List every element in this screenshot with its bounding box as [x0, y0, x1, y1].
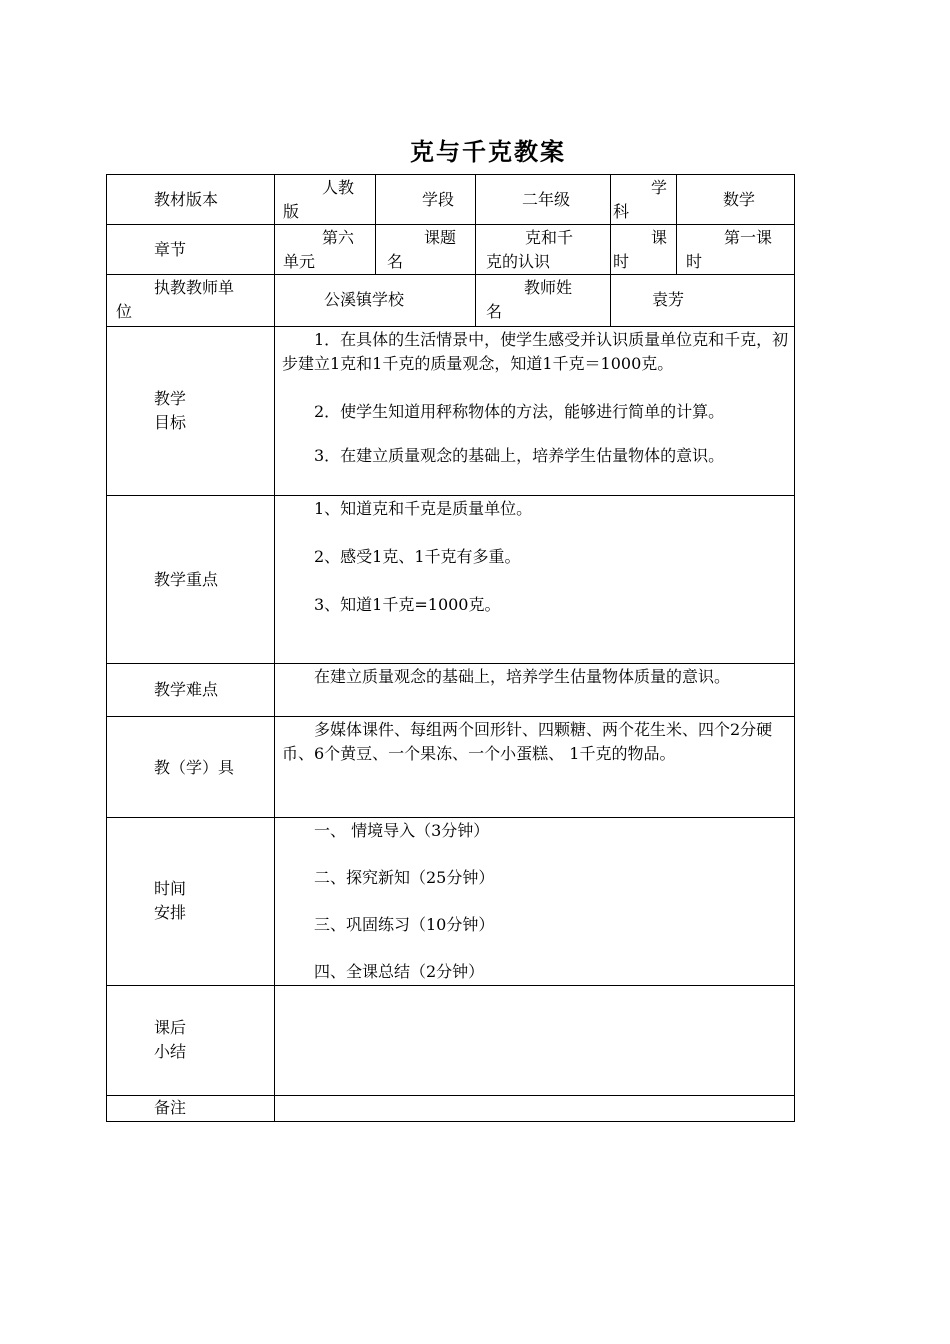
topic-label-line2: 名 — [387, 252, 404, 271]
schedule-content — [282, 819, 790, 984]
column-divider — [475, 174, 476, 327]
column-divider — [375, 174, 376, 275]
schedule-item: 二、探究新知（25分钟） — [314, 868, 495, 887]
row-divider — [106, 224, 795, 225]
lesson-plan-table — [106, 174, 795, 1122]
difficulty-label: 教学难点 — [154, 680, 219, 699]
goal-item: 1．在具体的生活情景中，使学生感受并认识质量单位克和千克，初步建立1克和1千克的质量观念，知道1千克＝1000克。 — [282, 330, 789, 373]
row-divider — [106, 326, 795, 327]
teacher-label-line1: 教师姓 — [524, 278, 573, 297]
stage-label: 学段 — [422, 190, 455, 209]
goals-label-line2: 目标 — [154, 413, 187, 432]
table-border-right — [794, 174, 795, 1122]
tools-text: 多媒体课件、每组两个回形针、四颗糖、两个花生米、四个2分硬币、6个黄豆、一个果冻、一个小蛋糕、 1千克的物品。 — [282, 720, 773, 763]
teacher-label-line2: 名 — [486, 302, 503, 321]
row-divider — [106, 1095, 795, 1096]
goal-item: 2．使学生知道用秤称物体的方法，能够进行简单的计算。 — [314, 402, 725, 421]
stage-value: 二年级 — [522, 190, 571, 209]
column-divider — [610, 174, 611, 327]
period-value-line2: 时 — [686, 252, 703, 271]
teacher-value: 袁芳 — [652, 290, 685, 309]
schedule-item: 一、 情境导入（3分钟） — [314, 821, 490, 840]
schedule-label-line2: 安排 — [154, 903, 187, 922]
summary-label-line1: 课后 — [154, 1018, 187, 1037]
topic-value-line2: 克的认识 — [486, 252, 551, 271]
goals-content — [282, 328, 790, 468]
unit-value: 公溪镇学校 — [324, 290, 405, 309]
table-border-left — [106, 174, 107, 1122]
schedule-label-line1: 时间 — [154, 879, 187, 898]
keypoints-content — [282, 497, 790, 617]
subject-label-line2: 科 — [613, 202, 630, 221]
table-border-bottom — [106, 1121, 795, 1122]
subject-value: 数学 — [723, 190, 756, 209]
keypoint-item: 2、感受1克、1千克有多重。 — [314, 547, 521, 566]
chapter-label: 章节 — [154, 240, 187, 259]
schedule-item: 三、巩固练习（10分钟） — [314, 915, 495, 934]
tools-label: 教（学）具 — [154, 758, 235, 777]
chapter-value-line2: 单元 — [283, 252, 316, 271]
schedule-item: 四、全课总结（2分钟） — [314, 962, 485, 981]
table-border-top — [106, 174, 795, 175]
topic-value-line1: 克和千 — [525, 228, 574, 247]
keypoints-label: 教学重点 — [154, 570, 219, 589]
chapter-value-line1: 第六 — [322, 228, 355, 247]
unit-label-line1: 执教教师单 — [154, 278, 235, 297]
remarks-label: 备注 — [154, 1098, 187, 1117]
row-divider — [106, 495, 795, 496]
row-divider — [106, 985, 795, 986]
keypoint-item: 3、知道1千克=1000克。 — [314, 595, 501, 614]
unit-label-line2: 位 — [116, 302, 133, 321]
subject-label-line1: 学 — [651, 178, 668, 197]
period-label-line1: 课 — [651, 228, 668, 247]
goal-item: 3．在建立质量观念的基础上，培养学生估量物体的意识。 — [314, 446, 725, 465]
row-divider — [106, 663, 795, 664]
column-divider — [676, 174, 677, 275]
document-title: 克与千克教案 — [410, 137, 566, 166]
period-label-line2: 时 — [613, 252, 630, 271]
row-divider — [106, 817, 795, 818]
goals-label-line1: 教学 — [154, 389, 187, 408]
summary-label-line2: 小结 — [154, 1042, 187, 1061]
row-divider — [106, 274, 795, 275]
row-divider — [106, 716, 795, 717]
edition-value-line2: 版 — [283, 202, 300, 221]
period-value-line1: 第一课 — [724, 228, 773, 247]
keypoint-item: 1、知道克和千克是质量单位。 — [314, 499, 533, 518]
column-divider — [274, 174, 275, 1122]
edition-value-line1: 人教 — [322, 178, 355, 197]
topic-label-line1: 课题 — [424, 228, 457, 247]
difficulty-text: 在建立质量观念的基础上，培养学生估量物体质量的意识。 — [314, 667, 731, 686]
edition-label: 教材版本 — [154, 190, 219, 209]
